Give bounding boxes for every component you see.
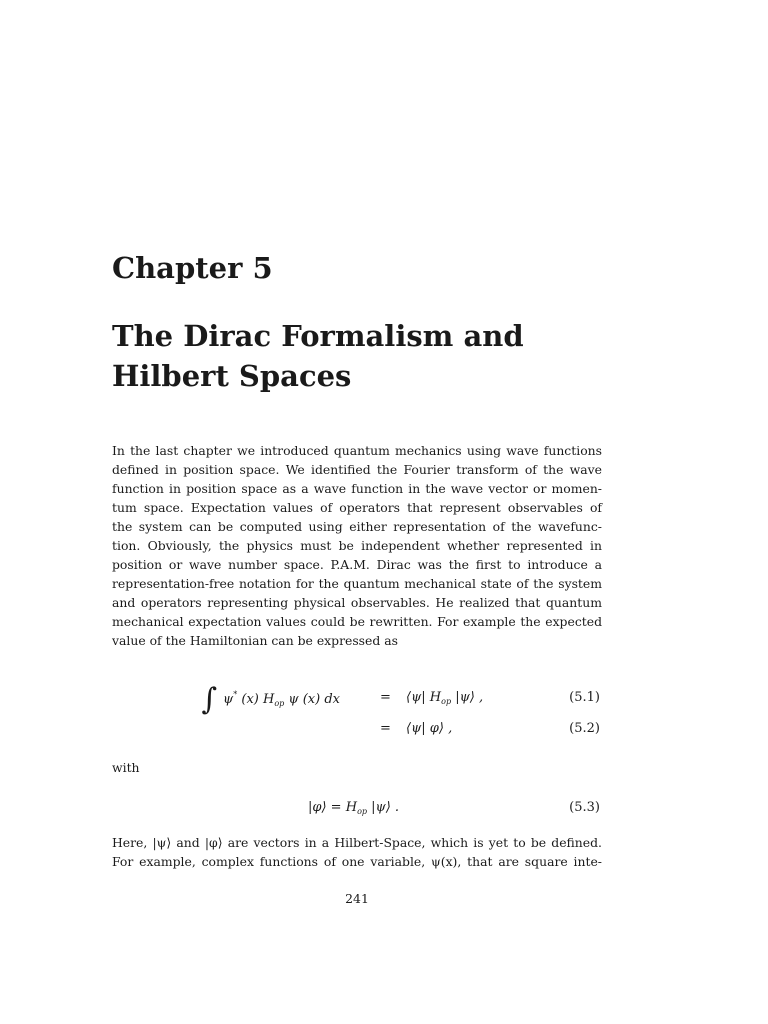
equation-5-1-lhs	[201, 682, 340, 717]
lhs-star: *	[233, 690, 238, 699]
integral-sign: ∫	[201, 682, 218, 717]
intro-line: mechanical expectation values could be rewritten. For example the expected	[112, 614, 602, 629]
rhs-bra-h: ⟨ψ| H	[406, 690, 442, 705]
chapter-label: Chapter 5	[112, 251, 273, 285]
chapter-title-line-1: The Dirac Formalism and	[112, 319, 524, 353]
equation-5-3-number: (5.3)	[569, 800, 600, 815]
rhs-ket: |ψ⟩ ,	[451, 690, 484, 705]
equation-5-3	[112, 800, 602, 824]
intro-line: position or wave number space. P.A.M. Dirac was the first to introduce a	[112, 557, 602, 572]
eq3-op-subscript: op	[357, 807, 367, 816]
intro-line: tion. Obviously, the physics must be independent whether represented in	[112, 538, 602, 553]
chapter-title	[112, 316, 632, 396]
with-text: with	[112, 760, 140, 775]
paragraph-line: Here, |ψ⟩ and |φ⟩ are vectors in a Hilbert-Space, which is yet to be defined.	[112, 835, 602, 850]
intro-line: and operators representing physical observables. He realized that quantum	[112, 595, 602, 610]
equation-5-2-number: (5.2)	[569, 721, 600, 736]
second-paragraph	[112, 833, 602, 871]
equation-5-1-number: (5.1)	[569, 690, 600, 705]
lhs-psi: ψ	[223, 692, 234, 707]
lhs-op-subscript: op	[274, 699, 285, 708]
intro-line: tum space. Expectation values of operators that represent observables of	[112, 500, 602, 515]
intro-line: the system can be computed using either representation of the wavefunc-	[112, 519, 602, 534]
equation-5-2-rhs: ⟨ψ| φ⟩ ,	[406, 721, 453, 736]
equation-5-1	[112, 682, 602, 720]
equation-5-3-body	[308, 800, 399, 816]
intro-line: function in position space as a wave function in the wave vector or momen-	[112, 481, 602, 496]
paragraph-line: For example, complex functions of one variable, ψ(x), that are square inte-	[112, 854, 602, 869]
intro-line: In the last chapter we introduced quantum mechanics using wave functions	[112, 443, 602, 458]
lhs-tail: ψ (x) dx	[284, 692, 340, 707]
intro-line: representation-free notation for the quantum mechanical state of the system	[112, 576, 602, 591]
intro-line: defined in position space. We identified the Fourier transform of the wave	[112, 462, 602, 477]
equation-5-1-relation: =	[380, 690, 391, 705]
chapter-title-line-2: Hilbert Spaces	[112, 359, 352, 393]
rhs-op-subscript: op	[441, 697, 452, 706]
intro-paragraph	[112, 441, 602, 650]
eq3-tail: |ψ⟩ .	[367, 800, 400, 815]
page-number: 241	[345, 891, 369, 906]
equation-5-1-rhs	[406, 690, 483, 706]
equation-5-2	[112, 721, 602, 751]
intro-line: value of the Hamiltonian can be expressed as	[112, 633, 398, 648]
equation-5-2-relation: =	[380, 721, 391, 736]
eq3-pre: |φ⟩ = H	[308, 800, 358, 815]
lhs-hamiltonian: (x) H	[237, 692, 275, 707]
